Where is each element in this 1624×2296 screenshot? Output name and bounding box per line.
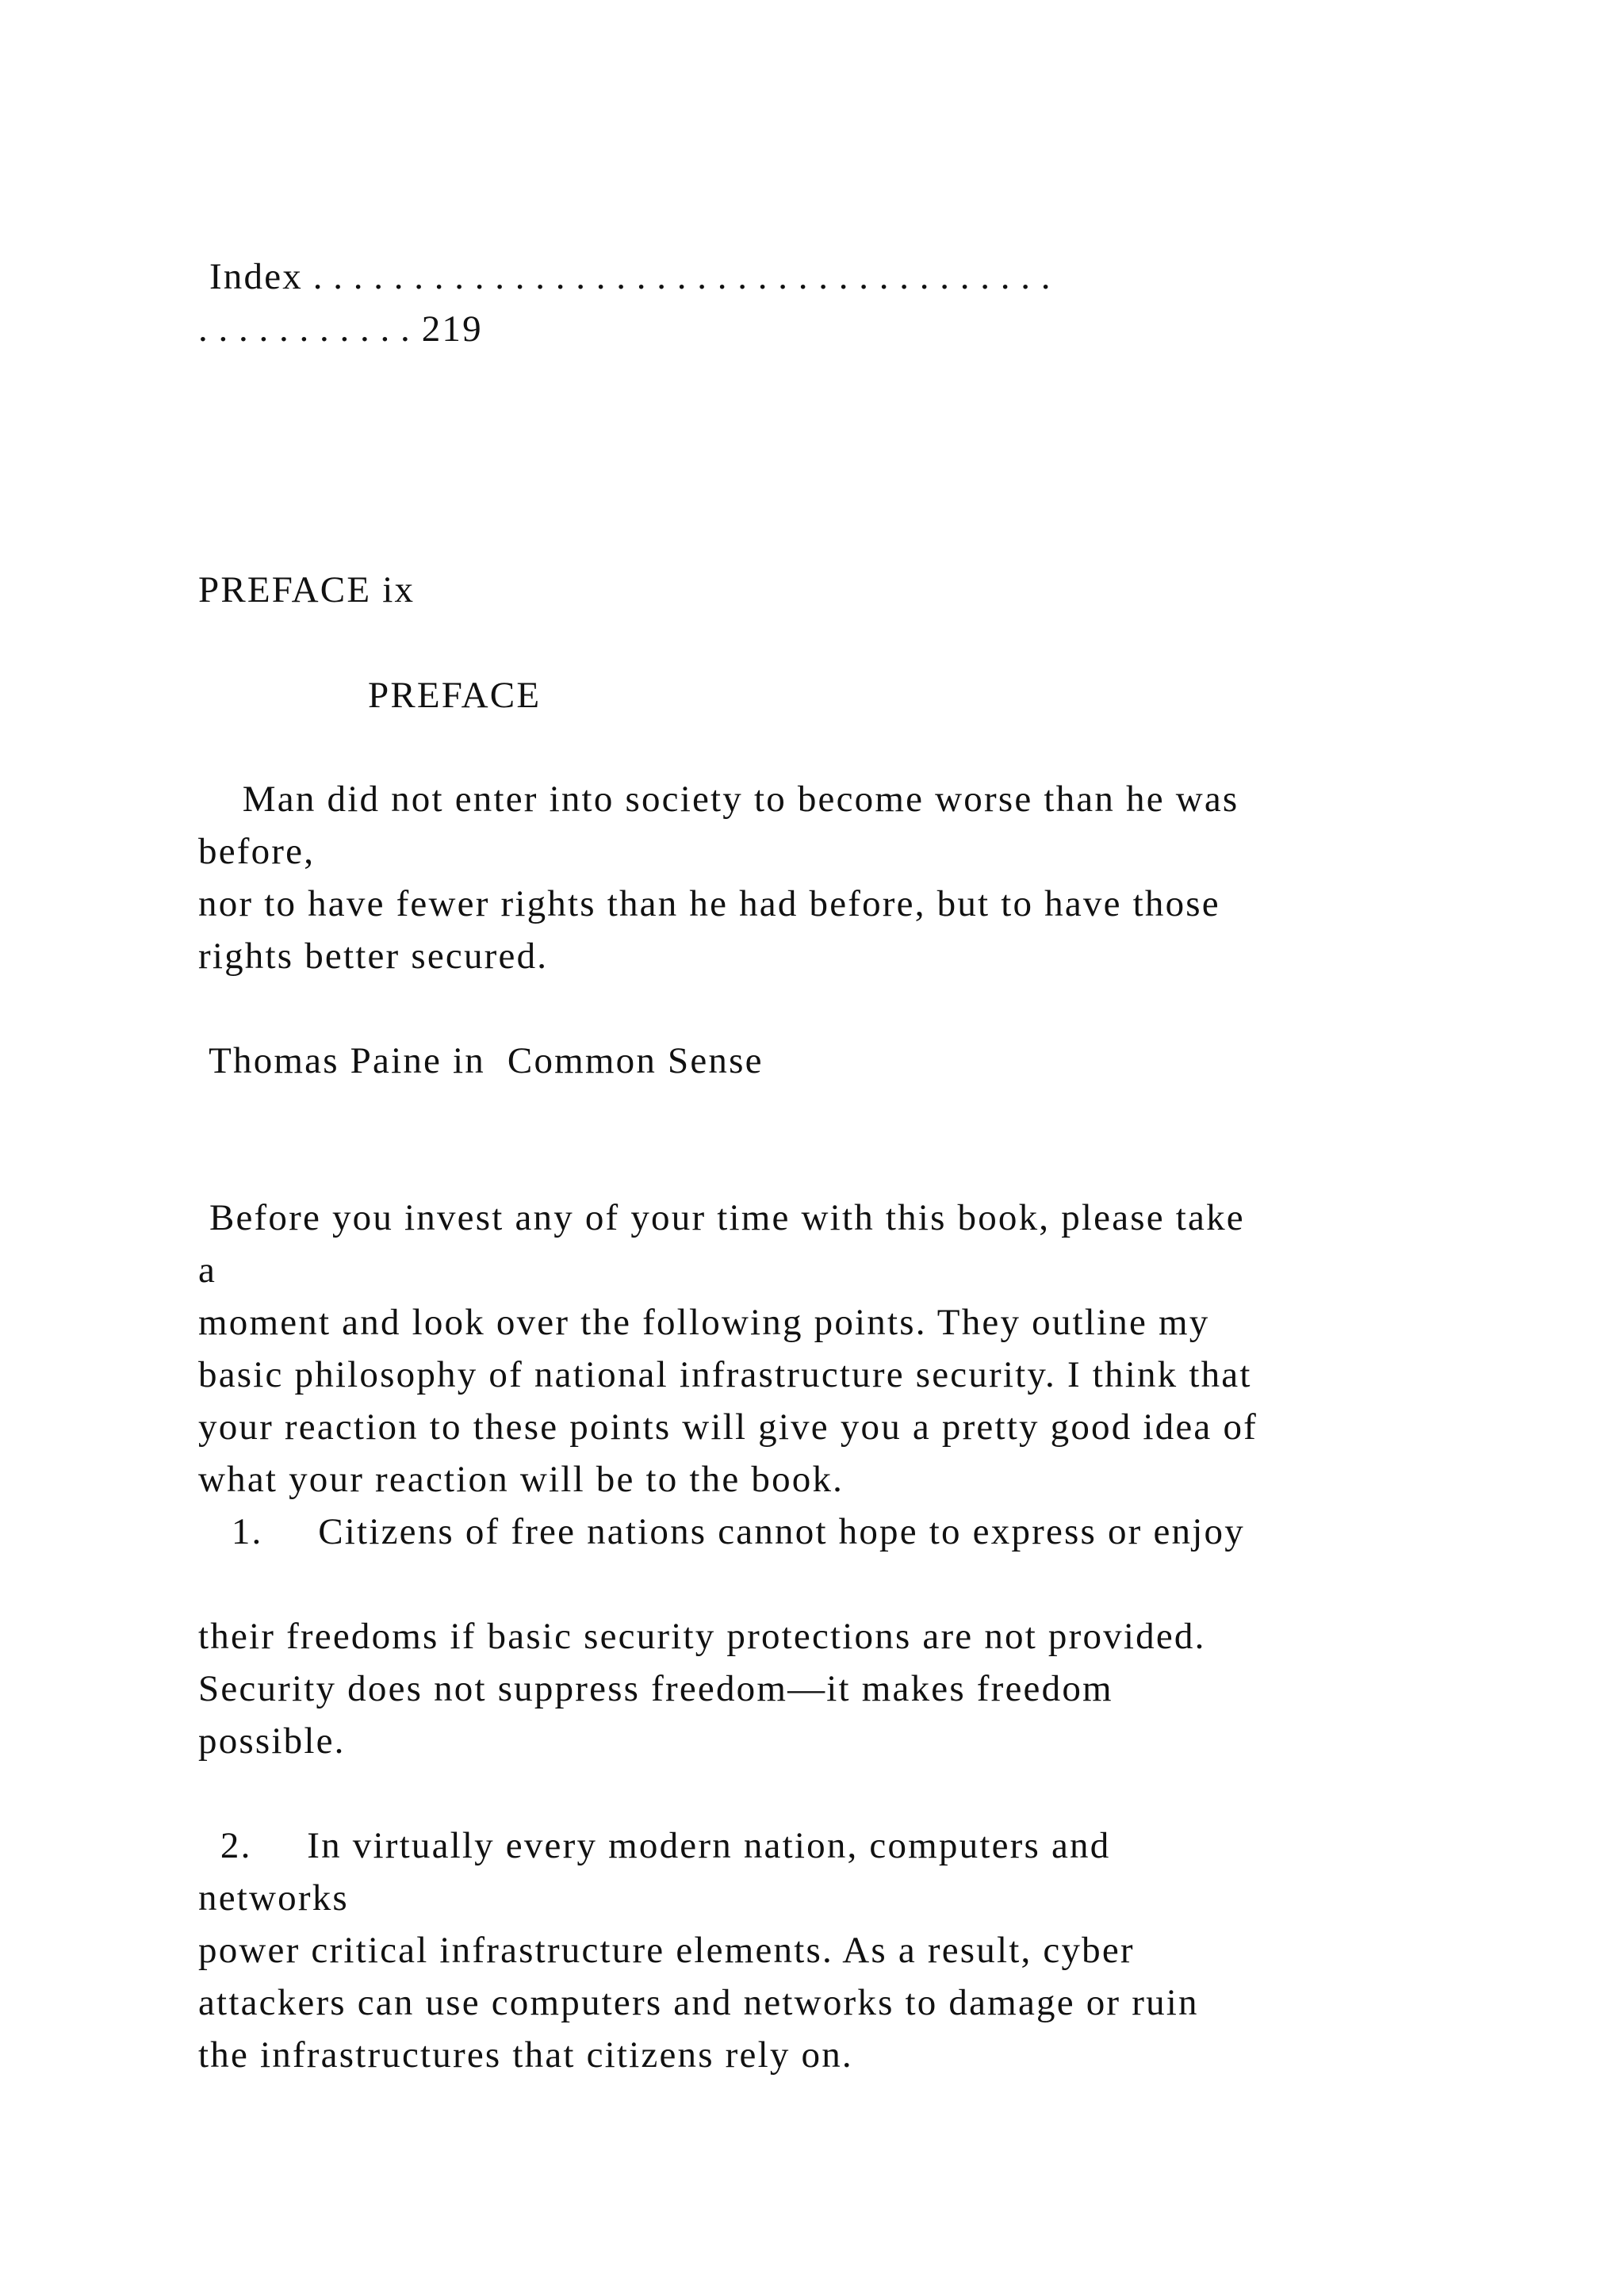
intro-line: your reaction to these points will give you a pretty good idea of xyxy=(198,1406,1258,1448)
toc-index-page-number: 219 xyxy=(410,308,483,350)
toc-index-label: Index xyxy=(198,256,303,297)
point-2-line: the infrastructures that citizens rely on. xyxy=(198,2034,853,2076)
preface-heading: PREFACE xyxy=(368,675,542,716)
point-2-line: power critical infrastructure elements. As a result, cyber xyxy=(198,1930,1135,1971)
point-1-line: their freedoms if basic security protections are not provided. xyxy=(198,1616,1206,1657)
epigraph-line: before, xyxy=(198,831,316,872)
point-2-line: attackers can use computers and networks to damage or ruin xyxy=(198,1982,1199,2023)
intro-line: Before you invest any of your time with this book, please take xyxy=(198,1197,1245,1238)
intro-line: moment and look over the following points. They outline my xyxy=(198,1302,1210,1343)
toc-index-line-2 xyxy=(198,303,483,355)
intro-line: basic philosophy of national infrastructure security. I think that xyxy=(198,1354,1252,1395)
toc-leader-dots-2: . . . . . . . . . . . xyxy=(198,308,411,350)
point-1-line: Security does not suppress freedom—it makes freedom xyxy=(198,1668,1113,1709)
running-header: PREFACE ix xyxy=(198,569,416,610)
epigraph-attribution: Thomas Paine in Common Sense xyxy=(198,1040,764,1081)
intro-line: what your reaction will be to the book. xyxy=(198,1459,845,1500)
epigraph-line: rights better secured. xyxy=(198,936,549,977)
toc-index-line xyxy=(198,251,1051,303)
point-2-line: 2. In virtually every modern nation, computers and xyxy=(198,1825,1111,1866)
toc-leader-dots: . . . . . . . . . . . . . . . . . . . . . . . . . . . . . . . . . . . . . xyxy=(302,256,1051,297)
point-1-line: 1. Citizens of free nations cannot hope to express or enjoy xyxy=(198,1511,1245,1552)
intro-line: a xyxy=(198,1249,217,1291)
epigraph-line: nor to have fewer rights than he had before, but to have those xyxy=(198,883,1220,924)
point-1-line: possible. xyxy=(198,1720,346,1762)
epigraph-line: Man did not enter into society to become worse than he was xyxy=(198,779,1239,820)
point-2-line: networks xyxy=(198,1877,349,1919)
